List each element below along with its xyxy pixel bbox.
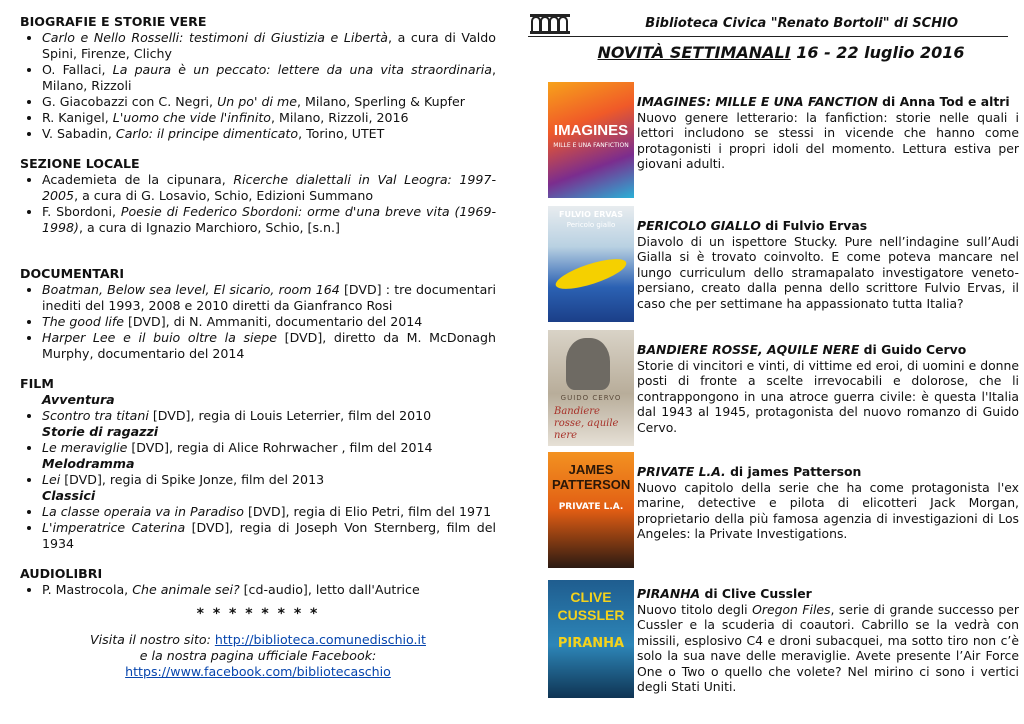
book-cover-image	[548, 206, 634, 322]
list-item	[42, 330, 496, 362]
cover-subtitle: MILLE E UNA FANFICTION	[553, 142, 629, 149]
book-description: Nuovo genere letterario: la fanfiction: storie nelle quali i lettori includono se stessi in vicende che hanno come protagonisti i propri idoli del momento. Lettura estiva per giovani adulti.	[637, 109, 1019, 171]
item-title: Poesie di Federico Sbordoni: orme d'una breve vita (1969-1998)	[42, 204, 497, 235]
section-title-audiolibri: AUDIOLIBRI	[20, 566, 103, 581]
list-film-avventura	[20, 408, 496, 424]
cover-car-shape	[553, 253, 630, 295]
cover-title: IMAGINES	[553, 122, 629, 139]
item-details: [DVD], di N. Ammaniti, documentario del 2014	[124, 314, 423, 329]
list-item	[42, 520, 496, 552]
list-item	[42, 204, 496, 236]
book-title-line	[637, 464, 861, 479]
cover-subtitle: Pericolo giallo	[566, 221, 616, 229]
item-author: O. Fallaci,	[42, 62, 113, 77]
section-title-locale: SEZIONE LOCALE	[20, 156, 140, 171]
right-column	[528, 10, 1008, 62]
list-film-ragazzi	[20, 440, 496, 456]
library-name: Biblioteca Civica "Renato Bortoli" di SCHIO	[645, 16, 958, 31]
item-details: , Milano, Rizzoli, 2016	[271, 110, 409, 125]
cover-title: JAMES PATTERSON	[552, 462, 631, 492]
book-description: , serie di grande successo per Cussler e la scuderia di coautori. Cabrillo se la vedrà con missili, esplosivo C4 e droni subacquei, ma sotto tiro non c’è solo la sua nave delle meraviglie. Avete presente l’Air Force One o Two o quello che volete? Nel mirino ci sono i vertici degli Stati Uniti.	[637, 601, 1019, 694]
list-item	[42, 94, 496, 110]
cover-subtitle: Bandiere rosse, aquile nere	[554, 406, 619, 441]
section-title-documentari: DOCUMENTARI	[20, 266, 125, 281]
item-details: [DVD], regia di Elio Petri, film del 1971	[243, 504, 492, 519]
list-film-classici	[20, 504, 496, 552]
book-description: Nuovo capitolo della serie che ha come protagonista l'ex marine, detective e pilota di elicotteri Jack Morgan, proprietario della più famosa agenzia di investigazioni di Los Angeles: la Private Investigations.	[637, 479, 1019, 541]
book-author: di Anna Tod e altri	[877, 94, 1010, 109]
item-title: Boatman, Below sea level, El sicario, room 164	[42, 282, 340, 297]
item-title: Ricerche dialettali in Val Leogra: 1997-2005	[42, 172, 496, 203]
book-title: PRIVATE L.A.	[637, 464, 726, 479]
facebook-link[interactable]: https://www.facebook.com/bibliotecaschio	[125, 664, 391, 679]
book-author: di Guido Cervo	[859, 342, 967, 357]
book-text	[637, 464, 1019, 542]
item-title: L'imperatrice Caterina	[42, 520, 186, 535]
item-title: Un po' di me	[217, 94, 297, 109]
list-item	[42, 440, 496, 456]
book-description: Storie di vincitori e vinti, di vittime ed eroi, di uomini e donne posti di fronte a scelte irrevocabili e dolorose, che li contrappongono in una atroce guerra civile: è questa l'Italia dal 1943 al 1945, protagonista del nuovo romanzo di Guido Cervo.	[637, 357, 1019, 435]
novita-dates: 16 - 22 luglio 2016	[790, 43, 965, 62]
book-author: di Fulvio Ervas	[760, 218, 868, 233]
list-item	[42, 172, 496, 204]
book-series-title: Oregon Files	[752, 601, 831, 617]
list-audiolibri	[20, 582, 496, 598]
book-text	[637, 342, 1019, 435]
item-details: , Torino, UTET	[298, 126, 385, 141]
book-author: di james Patterson	[725, 464, 862, 479]
subsection-avventura: Avventura	[42, 392, 115, 407]
item-title: Le meraviglie	[42, 440, 128, 455]
item-title: Lei	[42, 472, 61, 487]
item-title: Che animale sei?	[132, 582, 240, 597]
list-item	[42, 408, 496, 424]
list-item	[42, 472, 496, 488]
novita-label: NOVITÀ SETTIMANALI	[597, 43, 791, 62]
cover-title: CLIVE CUSSLER	[557, 589, 625, 623]
subsection-melodramma: Melodramma	[42, 456, 135, 471]
book-title-line	[637, 342, 966, 357]
book-cover-image	[548, 452, 634, 568]
stars-divider: * * * * * * * *	[196, 606, 320, 622]
list-item	[42, 62, 496, 94]
item-author: V. Sabadin,	[42, 126, 116, 141]
book-title: IMAGINES: MILLE E UNA FANCTION	[637, 94, 878, 109]
book-cover-image	[548, 330, 634, 446]
item-details: [DVD] : tre documentari inediti del 1993, 2008 e 2010 diretti da Gianfranco Rosi	[42, 282, 496, 313]
list-biografie	[20, 30, 496, 142]
section-title-biografie: BIOGRAFIE E STORIE VERE	[20, 14, 207, 29]
book-title: BANDIERE ROSSE, AQUILE NERE	[637, 342, 860, 357]
book-description: Diavolo di un ispettore Stucky. Pure nell’indagine sull’Audi Gialla si è trovato coinvolto. E come poteva mancare nel lungo curriculum dello stramapalato investigatore veneto-persiano, creato dalla penna dello scrittore Fulvio Ervas, il caso che per settimane ha appassionato tutta Italia?	[637, 233, 1019, 311]
book-title-line	[637, 218, 867, 233]
item-author: Academieta de la cipunara,	[42, 172, 234, 187]
visit-text: Visita il nostro sito:	[90, 632, 215, 647]
list-item	[42, 504, 496, 520]
item-author: F. Sbordoni,	[42, 204, 121, 219]
item-details: , Milano, Rizzoli	[42, 62, 496, 93]
subsection-storie-di-ragazzi: Storie di ragazzi	[42, 424, 159, 439]
header	[528, 10, 1008, 37]
item-details: [DVD], diretto da M. McDonagh Murphy, documentario del 2014	[42, 330, 496, 361]
book-description: Nuovo titolo degli	[637, 601, 753, 617]
cover-title: GUIDO CERVO	[560, 394, 622, 402]
left-column	[20, 14, 496, 680]
item-title: La paura è un peccato: lettere da una vita straordinaria	[112, 62, 492, 77]
item-details: [DVD], regia di Spike Jonze, film del 2013	[60, 472, 325, 487]
list-locale	[20, 172, 496, 236]
cover-title: FULVIO ERVAS	[559, 210, 623, 219]
library-logo-icon	[530, 12, 570, 34]
book-title: PIRANHA	[637, 586, 701, 601]
list-item	[42, 282, 496, 314]
item-title: Carlo: il principe dimenticato	[115, 126, 299, 141]
item-author: P. Mastrocola,	[42, 582, 133, 597]
book-text	[637, 586, 1019, 695]
book-cover-image	[548, 580, 634, 698]
book-cover-image	[548, 82, 634, 198]
book-title-line	[637, 586, 812, 601]
item-author: G. Giacobazzi con C. Negri,	[42, 94, 218, 109]
book-text	[637, 218, 1019, 311]
item-author: R. Kanigel,	[42, 110, 113, 125]
section-title-film: FILM	[20, 376, 54, 391]
item-title: The good life	[42, 314, 125, 329]
book-title: PERICOLO GIALLO	[637, 218, 761, 233]
visit-block	[20, 632, 496, 680]
item-details: , a cura di Valdo Spini, Firenze, Clichy	[42, 30, 496, 61]
item-title: L'uomo che vide l'infinito	[112, 110, 271, 125]
subsection-classici: Classici	[42, 488, 96, 503]
item-details: , a cura di Ignazio Marchioro, Schio, [s.n.]	[78, 220, 340, 235]
facebook-text: e la nostra pagina ufficiale Facebook:	[139, 648, 377, 663]
item-details: [DVD], regia di Alice Rohrwacher , film del 2014	[127, 440, 433, 455]
book-title-line	[637, 94, 1010, 109]
item-details: , Milano, Sperling & Kupfer	[296, 94, 465, 109]
list-item	[42, 314, 496, 330]
list-item	[42, 30, 496, 62]
list-film-melodramma	[20, 472, 496, 488]
item-title: Harper Lee e il buio oltre la siepe	[42, 330, 278, 345]
cover-portrait	[566, 338, 610, 390]
item-title: La classe operaia va in Paradiso	[42, 504, 244, 519]
list-item	[42, 126, 496, 142]
item-details: [DVD], regia di Louis Leterrier, film del 2010	[148, 408, 432, 423]
site-link[interactable]: http://biblioteca.comunedischio.it	[214, 632, 426, 647]
item-title: Carlo e Nello Rosselli: testimoni di Giustizia e Libertà	[42, 30, 388, 45]
list-item	[42, 110, 496, 126]
item-title: Scontro tra titani	[42, 408, 149, 423]
cover-subtitle: PIRANHA	[557, 636, 625, 651]
list-documentari	[20, 282, 496, 362]
book-author: di Clive Cussler	[700, 586, 812, 601]
book-text	[637, 94, 1019, 172]
page-title	[554, 43, 1008, 62]
item-details: , a cura di G. Losavio, Schio, Edizioni Summano	[74, 188, 374, 203]
cover-subtitle: PRIVATE L.A.	[558, 502, 624, 512]
list-item	[42, 582, 496, 598]
item-details: [cd-audio], letto dall'Autrice	[239, 582, 420, 597]
item-details: [DVD], regia di Joseph Von Sternberg, film del 1934	[42, 520, 496, 551]
